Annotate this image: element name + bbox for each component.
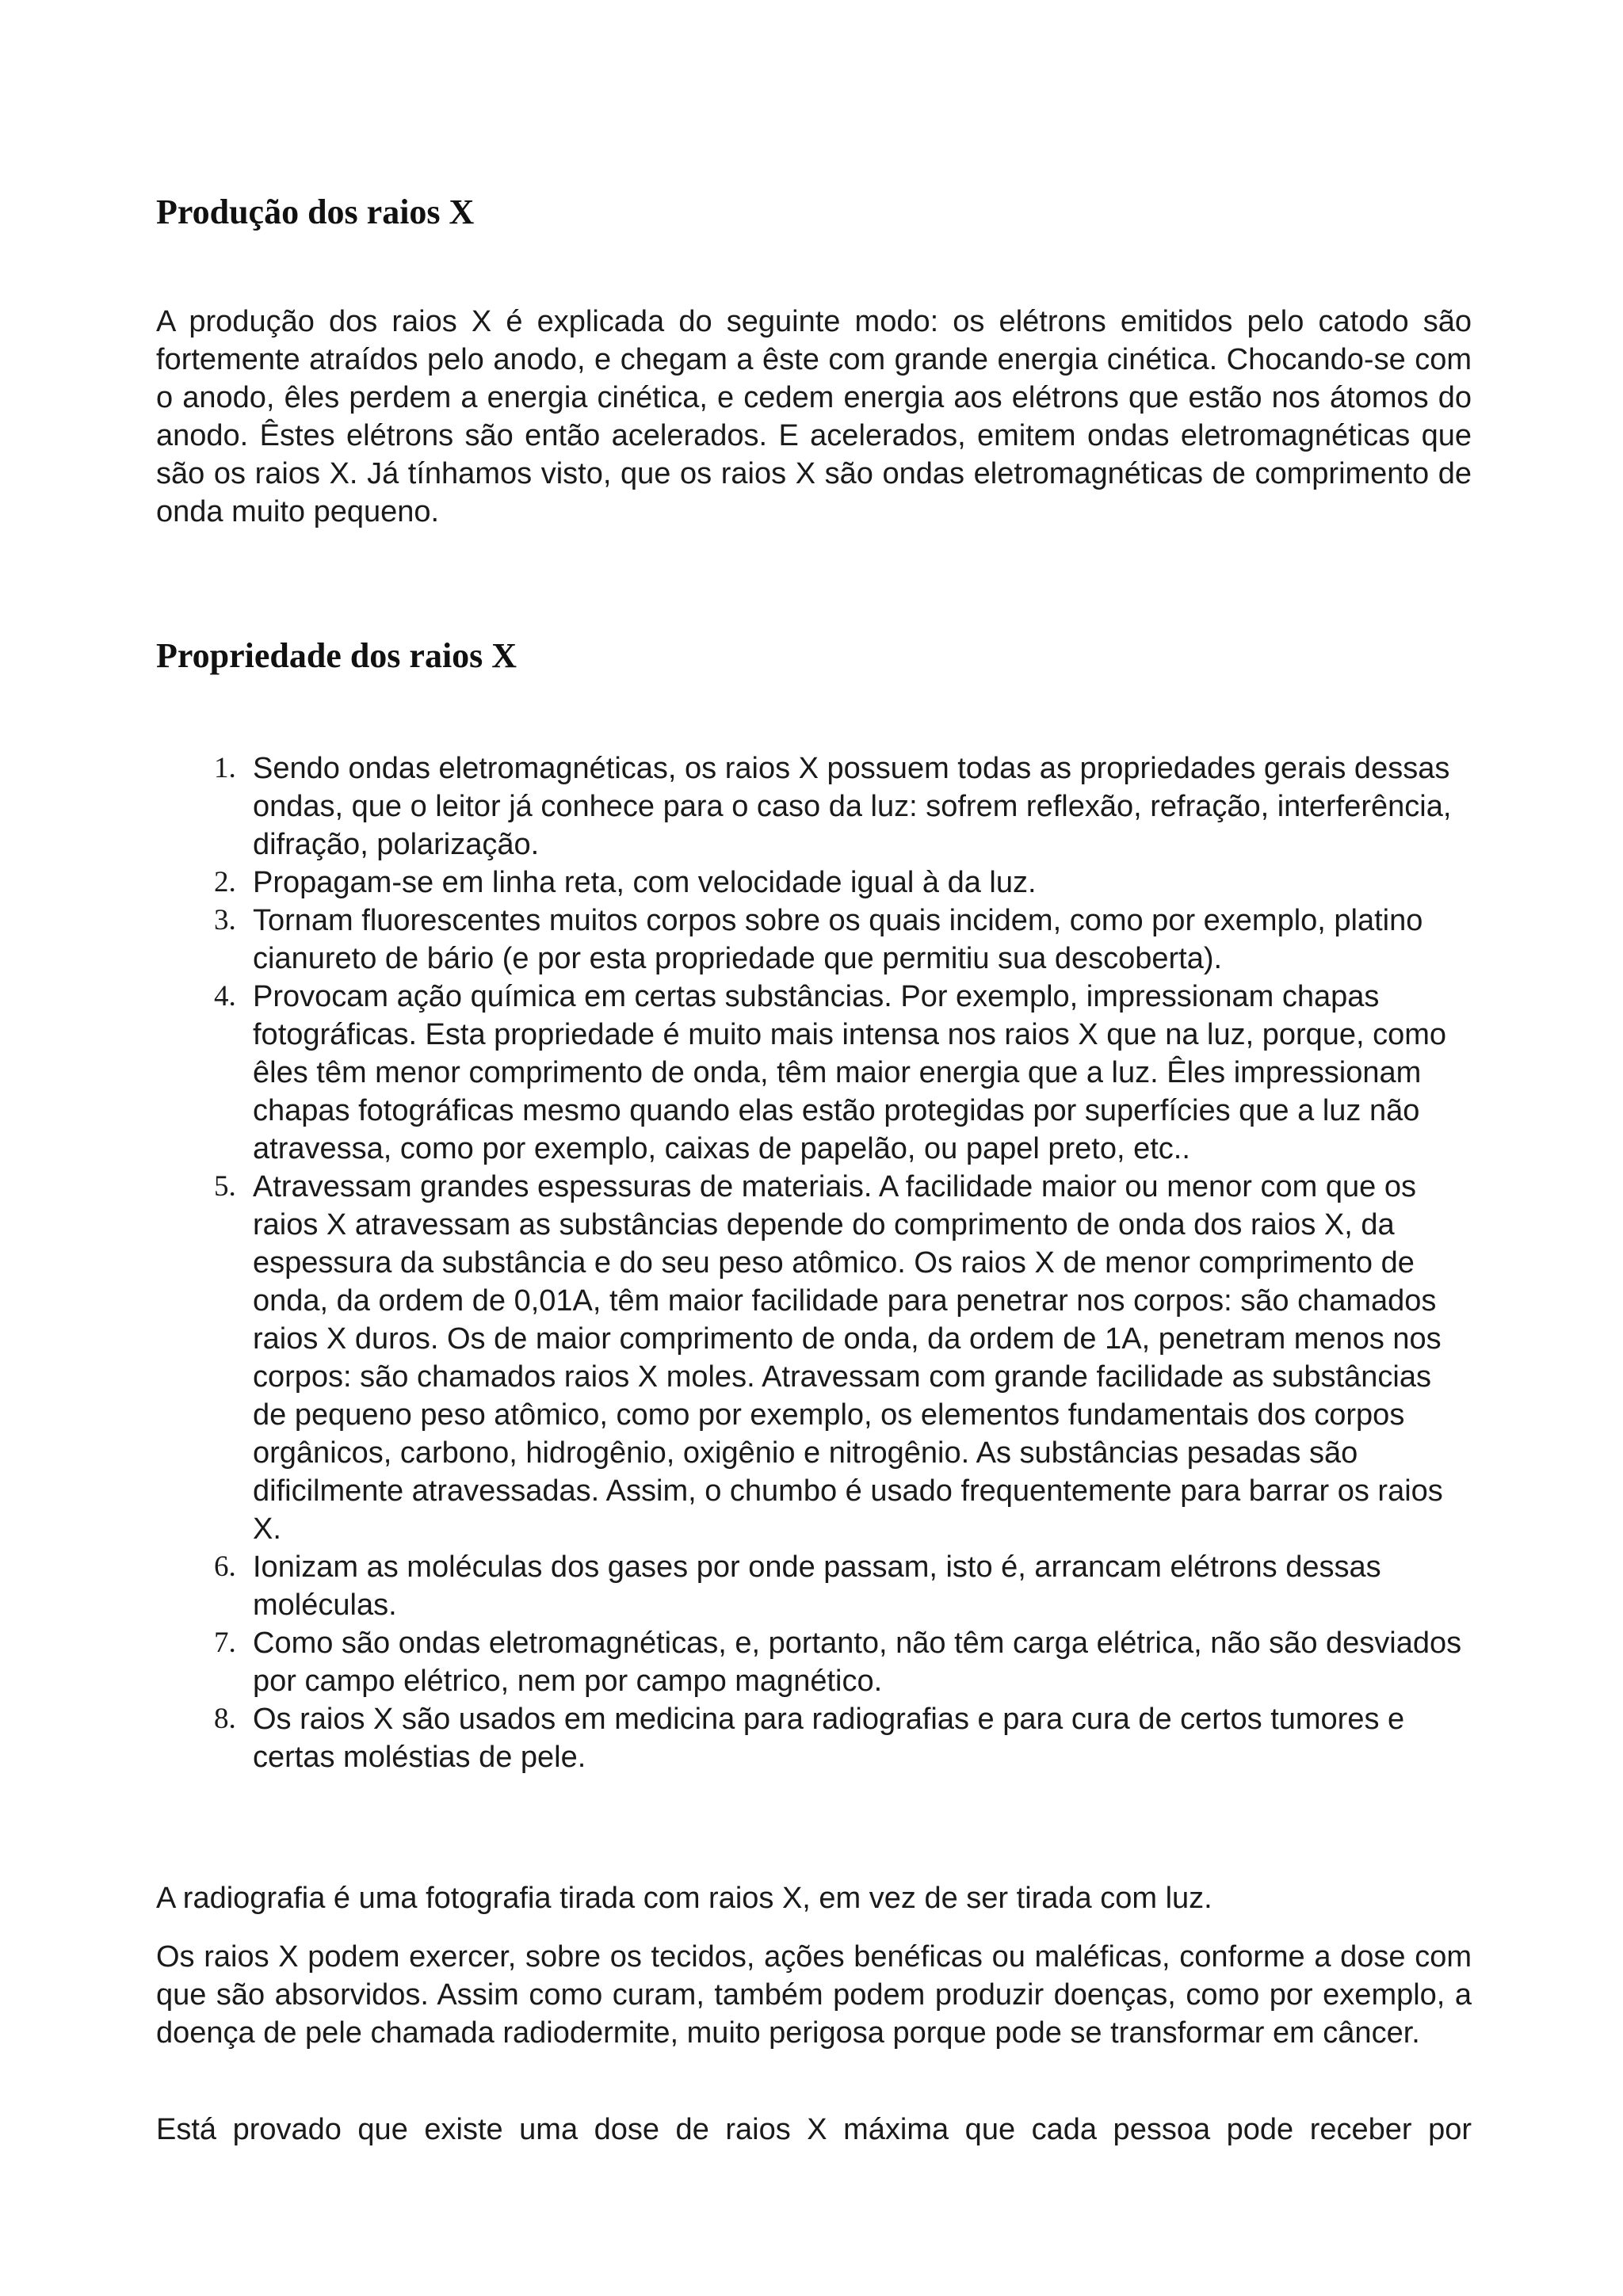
list-item-number: 2. <box>214 866 236 898</box>
list-item <box>156 1624 1472 1700</box>
list-item-text: Provocam ação química em certas substâncias. Por exemplo, impressionam chapas fotográficas. Esta propriedade é muito mais intensa nos raios X que na luz, porque, como êles têm menor comprimento de onda, têm maior energia que a luz. Êles impressionam chapas fotográficas mesmo quando elas estão protegidas por superfícies que a luz não atravessa, como por exemplo, caixas de papelão, ou papel preto, etc.. <box>253 980 1447 1165</box>
list-item-text: Propagam-se em linha reta, com velocidade igual à da luz. <box>253 866 1037 899</box>
paragraph-efeitos: Os raios X podem exercer, sobre os tecidos, ações benéficas ou maléficas, conforme a dose com que são absorvidos. Assim como curam, também podem produzir doenças, como por exemplo, a doença de pele chamada radiodermite, muito perigosa porque pode se transformar em câncer. <box>156 1940 1472 2050</box>
paragraph-producao: A produção dos raios X é explicada do seguinte modo: os elétrons emitidos pelo catodo são fortemente atraídos pelo anodo, e chegam a êste com grande energia cinética. Chocando-se com o anodo, êles perdem a energia cinética, e cedem energia aos elétrons que estão nos átomos do anodo. Êstes elétrons são então acelerados. E acelerados, emitem ondas eletromagnéticas que são os raios X. Já tínhamos visto, que os raios X são ondas eletromagnéticas de comprimento de onda muito pequeno. <box>156 305 1472 528</box>
list-item-text: Sendo ondas eletromagnéticas, os raios X possuem todas as propriedades gerais dessas ondas, que o leitor já conhece para o caso da luz: sofrem reflexão, refração, interferência, difração, polarização. <box>253 752 1452 861</box>
list-item-number: 4. <box>214 980 236 1013</box>
list-item <box>156 1168 1472 1548</box>
list-item-text: Como são ondas eletromagnéticas, e, portanto, não têm carga elétrica, não são desviados por campo elétrico, nem por campo magnético. <box>253 1627 1462 1698</box>
list-item <box>156 864 1472 902</box>
paragraph-dose: Está provado que existe uma dose de raios X máxima que cada pessoa pode receber por <box>156 2113 1472 2146</box>
list-item-number: 7. <box>214 1627 236 1659</box>
section-title-propriedade: Propriedade dos raios X <box>156 636 517 675</box>
section-title-producao: Produção dos raios X <box>156 193 475 231</box>
list-item-number: 1. <box>214 752 236 784</box>
list-item <box>156 978 1472 1168</box>
list-item-text: Ionizam as moléculas dos gases por onde passam, isto é, arrancam elétrons dessas moléculas. <box>253 1550 1381 1622</box>
list-item-text: Tornam fluorescentes muitos corpos sobre os quais incidem, como por exemplo, platino cianureto de bário (e por esta propriedade que permitiu sua descoberta). <box>253 904 1423 975</box>
list-item <box>156 902 1472 978</box>
list-item-text: Atravessam grandes espessuras de materiais. A facilidade maior ou menor com que os raios X atravessam as substâncias depende do comprimento de onda dos raios X, da espessura da substância e do seu peso atômico. Os raios X de menor comprimento de onda, da ordem de 0,01A, têm maior facilidade para penetrar nos corpos: são chamados raios X duros. Os de maior comprimento de onda, da ordem de 1A, penetram menos nos corpos: são chamados raios X moles. Atravessam com grande facilidade as substâncias de pequeno peso atômico, como por exemplo, os elementos fundamentais dos corpos orgânicos, carbono, hidrogênio, oxigênio e nitrogênio. As substâncias pesadas são dificilmente atravessadas. Assim, o chumbo é usado frequentemente para barrar os raios X. <box>253 1170 1443 1546</box>
list-item <box>156 1548 1472 1624</box>
list-item <box>156 1700 1472 1776</box>
list-item-number: 3. <box>214 904 236 936</box>
list-item-text: Os raios X são usados em medicina para radiografias e para cura de certos tumores e certas moléstias de pele. <box>253 1703 1405 1774</box>
paragraph-radiografia: A radiografia é uma fotografia tirada com raios X, em vez de ser tirada com luz. <box>156 1882 1212 1915</box>
properties-list <box>156 749 1472 1776</box>
list-item-number: 8. <box>214 1703 236 1735</box>
list-item-number: 5. <box>214 1170 236 1203</box>
list-item <box>156 749 1472 864</box>
list-item-number: 6. <box>214 1550 236 1583</box>
